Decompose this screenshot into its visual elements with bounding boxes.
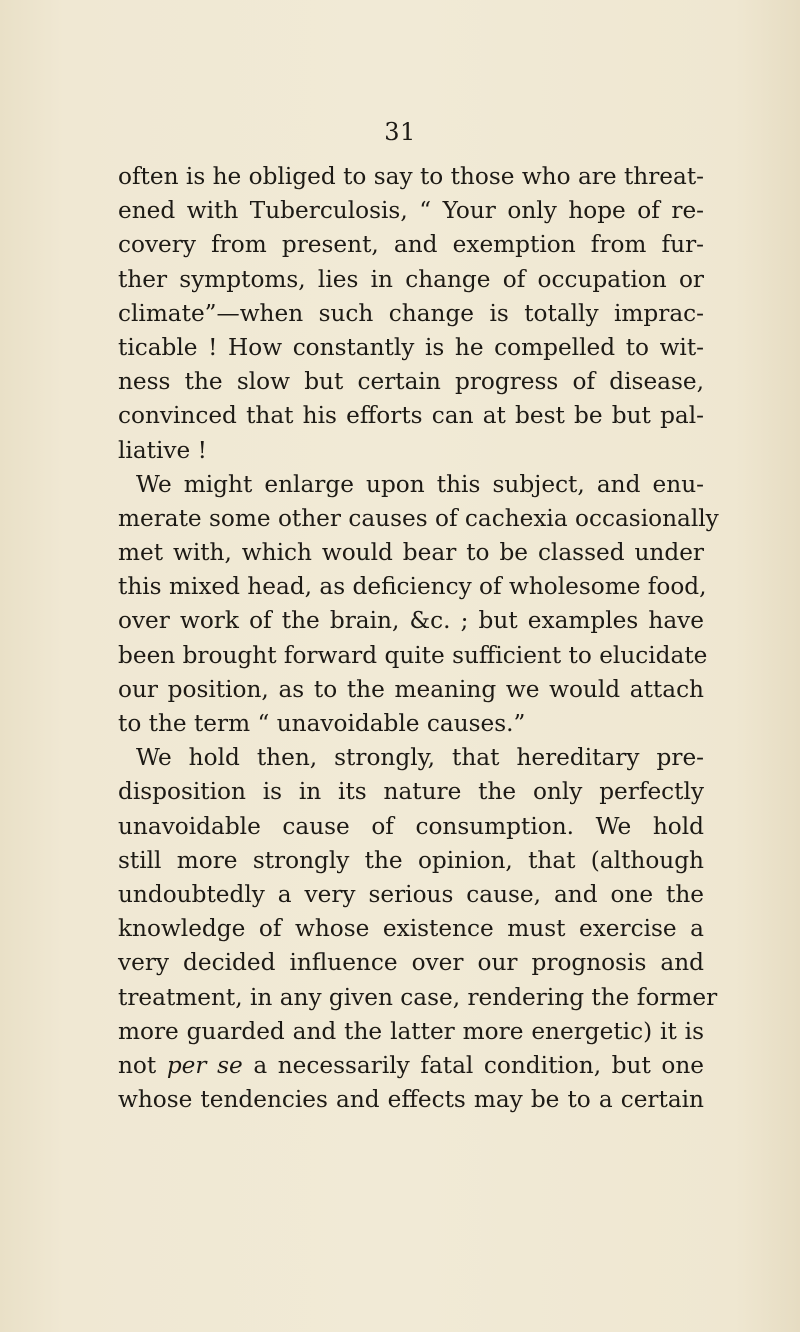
text-line: ness the slow but certain progress of disease, <box>118 368 704 396</box>
body-text <box>118 160 719 1117</box>
text-line: this mixed head, as deficiency of wholesome food, <box>118 573 707 601</box>
text-line: climate”—when such change is totally imprac- <box>118 299 704 327</box>
text-line: liative ! <box>118 436 207 464</box>
text-line: met with, which would bear to be classed under <box>118 539 704 567</box>
text-line: over work of the brain, &c. ; but examples have <box>118 607 704 635</box>
text-line: covery from present, and exemption from fur- <box>118 231 704 259</box>
text-line: knowledge of whose existence must exercise a <box>118 915 704 943</box>
text-line: ened with Tuberculosis, “ Your only hope of re- <box>118 197 704 225</box>
text-line: unavoidable cause of consumption. We hold <box>118 812 704 840</box>
text-line: treatment, in any given case, rendering the former <box>118 983 718 1011</box>
text-line: often is he obliged to say to those who are threat- <box>118 163 704 190</box>
text-line-with-italic <box>118 1049 704 1083</box>
text-line: to the term “ unavoidable causes.” <box>118 710 526 737</box>
text-line: ticable ! How constantly is he compelled to wit- <box>118 333 704 361</box>
text-line: very decided influence over our prognosis and <box>118 949 704 977</box>
page-number: 31 <box>384 118 416 146</box>
text-line: undoubtedly a very serious cause, and one the <box>118 880 704 908</box>
text-line: merate some other causes of cachexia occasionally <box>118 504 719 532</box>
text-line: more guarded and the latter more energetic) it is <box>118 1017 704 1045</box>
text-line: convinced that his efforts can at best be but pal- <box>118 402 704 430</box>
text-segment: not <box>118 1051 167 1079</box>
text-segment: a necessarily fatal condition, but one <box>242 1051 704 1079</box>
paragraph-start-line: We hold then, strongly, that hereditary pre- <box>136 744 704 772</box>
text-line: been brought forward quite sufficient to elucidate <box>118 641 708 669</box>
text-line: our position, as to the meaning we would attach <box>118 675 704 703</box>
text-line: disposition is in its nature the only perfectly <box>118 778 704 806</box>
text-line: whose tendencies and effects may be to a certain <box>118 1086 704 1114</box>
italic-phrase: per se <box>166 1051 243 1079</box>
paragraph-start-line: We might enlarge upon this subject, and enu- <box>136 470 704 498</box>
text-line: still more strongly the opinion, that (although <box>118 846 704 874</box>
text-line: ther symptoms, lies in change of occupation or <box>118 265 704 293</box>
